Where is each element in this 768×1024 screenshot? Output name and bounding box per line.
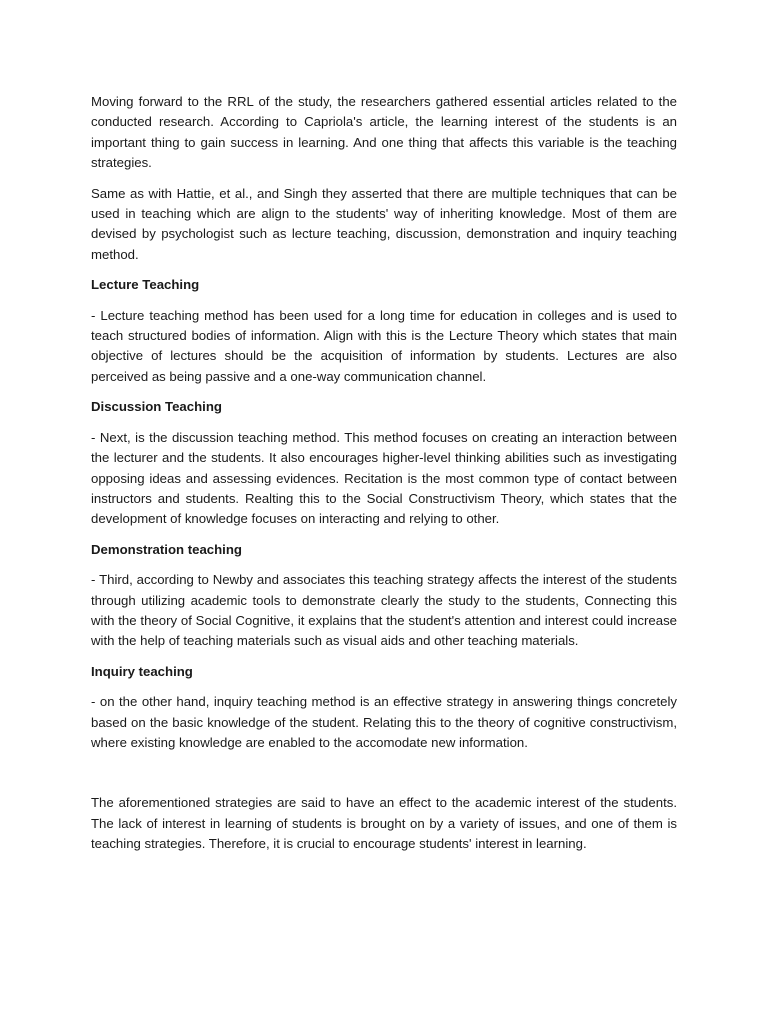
- section-body-lecture: - Lecture teaching method has been used for a long time for education in colleges and is used to teach structured bodies of information. Align with this is the Lecture Theory which states that main objective of lectures should be the acquisition of information by students. Lectures are also perceived as being passive and a one-way communication channel.: [91, 307, 677, 384]
- document-page: [91, 92, 677, 865]
- section-body-demonstration: - Third, according to Newby and associates this teaching strategy affects the interest of the students through utilizing academic tools to demonstrate clearly the study to the students, Connecting this with the theory of Social Cognitive, it explains that the student's attention and interest could increase with the help of teaching materials such as visual aids and other teaching materials.: [91, 572, 677, 649]
- section-heading-inquiry: Inquiry teaching: [91, 663, 193, 679]
- section-heading-discussion: Discussion Teaching: [91, 399, 222, 415]
- section-heading-lecture: Lecture Teaching: [91, 277, 200, 293]
- conclusion-paragraph: The aforementioned strategies are said to have an effect to the academic interest of the students. The lack of interest in learning of students is brought on by a variety of issues, and one of them is teaching strategies. Therefore, it is crucial to encourage students' interest in learning.: [91, 795, 677, 852]
- intro-paragraph-1: Moving forward to the RRL of the study, the researchers gathered essential articles related to the conducted research. According to Capriola's article, the learning interest of the students is an important thing to gain success in learning. And one thing that affects this variable is the teaching strategies.: [91, 94, 677, 171]
- section-heading-demonstration: Demonstration teaching: [91, 541, 242, 557]
- blank-space: [91, 763, 677, 793]
- section-body-discussion: - Next, is the discussion teaching method. This method focuses on creating an interaction between the lecturer and the students. It also encourages higher-level thinking abilities such as investigating opposing ideas and assessing evidences. Recitation is the most common type of contact between instructors and students. Realting this to the Social Constructivism Theory, which states that the development of knowledge focuses on interacting and relying to other.: [91, 429, 677, 527]
- section-body-inquiry: - on the other hand, inquiry teaching method is an effective strategy in answering things concretely based on the basic knowledge of the student. Relating this to the theory of cognitive constructivism, where existing knowledge are enabled to the accomodate new information.: [91, 694, 677, 750]
- intro-paragraph-2: Same as with Hattie, et al., and Singh they asserted that there are multiple techniques that can be used in teaching which are align to the students' way of inheriting knowledge. Most of them are devised by psychologist such as lecture teaching, discussion, demonstration and inquiry teaching method.: [91, 185, 677, 262]
